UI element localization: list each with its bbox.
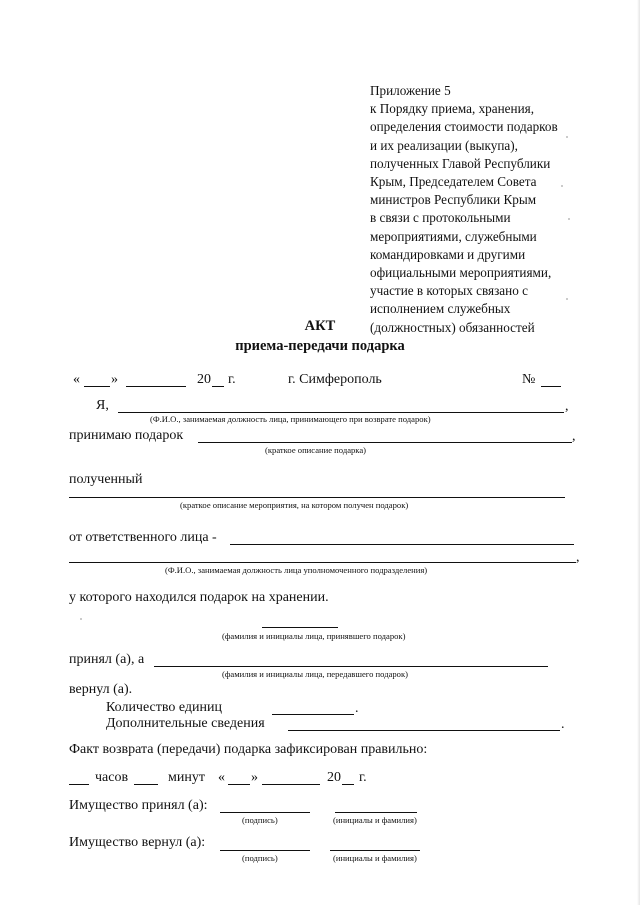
prop-accepted-label: Имущество принял (а):	[69, 798, 208, 813]
appendix-block	[370, 82, 558, 337]
comma: ,	[565, 399, 569, 414]
comma: ,	[576, 550, 580, 565]
returned-initials-blank	[330, 850, 420, 851]
period: .	[355, 701, 359, 716]
from-blank-1	[230, 544, 574, 545]
quantity-label: Количество единиц	[106, 700, 223, 715]
doc-title: АКТ	[304, 318, 336, 334]
returned-sign-blank	[220, 850, 310, 851]
initials-caption: (инициалы и фамилия)	[333, 815, 417, 825]
storage-blank	[262, 627, 338, 628]
period: .	[561, 717, 565, 732]
quote-open: «	[218, 770, 225, 785]
appendix-line: министров Республики Крым	[370, 192, 537, 208]
received-caption: (краткое описание мероприятия, на котором получен подарок)	[180, 500, 409, 510]
doc-subtitle: приема-передачи подарка	[235, 338, 405, 354]
i-label: Я,	[96, 398, 109, 413]
hours-blank	[69, 784, 89, 785]
month-blank	[126, 386, 186, 387]
city-name: г. Симферополь	[288, 372, 382, 387]
month-blank	[262, 784, 320, 785]
appendix-line: исполнением служебных	[370, 301, 511, 317]
appendix-line: полученных Главой Республики	[370, 155, 551, 171]
from-label: от ответственного лица -	[69, 530, 217, 545]
appendix-line: определения стоимости подарков	[370, 119, 558, 135]
accepted-blank	[154, 666, 548, 667]
extra-label: Дополнительные сведения	[106, 716, 265, 731]
quantity-blank	[272, 714, 354, 715]
received-label: полученный	[69, 472, 143, 487]
storage-caption: (фамилия и инициалы лица, принявшего подарок)	[222, 631, 406, 641]
comma: ,	[572, 429, 576, 444]
appendix-line: к Порядку приема, хранения,	[370, 101, 534, 117]
i-caption: (Ф.И.О., занимаемая должность лица, принимающего при возврате подарок)	[150, 414, 431, 424]
i-blank	[118, 412, 564, 413]
appendix-line: Крым, Председателем Совета	[370, 174, 537, 190]
appendix-line: мероприятиями, служебными	[370, 228, 537, 244]
quote-close: »	[251, 770, 258, 785]
appendix-line: (должностных) обязанностей	[370, 319, 535, 335]
appendix-line: официальными мероприятиями,	[370, 265, 552, 281]
scan-speck	[561, 185, 563, 187]
year-prefix: 20	[197, 372, 211, 387]
received-blank	[69, 497, 565, 498]
accept-caption: (краткое описание подарка)	[265, 445, 367, 455]
appendix-line: участие в которых связано с	[370, 283, 528, 299]
year-prefix: 20	[327, 770, 341, 785]
day-blank	[228, 784, 250, 785]
extra-blank	[288, 730, 560, 731]
fact-label: Факт возврата (передачи) подарка зафиксирован правильно:	[69, 742, 428, 757]
number-sign: №	[522, 372, 536, 387]
scan-speck	[566, 298, 568, 300]
day-blank	[84, 386, 110, 387]
accept-label: принимаю подарок	[69, 428, 184, 443]
number-blank	[541, 386, 561, 387]
appendix-line: командировками и другими	[370, 246, 526, 262]
scan-speck	[566, 136, 568, 138]
year-suffix: г.	[359, 770, 367, 785]
year-blank	[342, 784, 354, 785]
prop-returned-label: Имущество вернул (а):	[69, 835, 206, 850]
from-blank-2	[69, 562, 576, 563]
scan-speck	[80, 618, 82, 620]
minutes-blank	[134, 784, 158, 785]
sign-caption: (подпись)	[242, 853, 278, 863]
appendix-line: в связи с протокольными	[370, 210, 511, 226]
accept-blank	[198, 442, 572, 443]
initials-caption: (инициалы и фамилия)	[333, 853, 417, 863]
sign-caption: (подпись)	[242, 815, 278, 825]
accepted-caption: (фамилия и инициалы лица, передавшего подарок)	[222, 669, 409, 679]
accepted-initials-blank	[335, 812, 417, 813]
scan-speck	[568, 218, 570, 220]
accepted-label: принял (а), а	[69, 652, 145, 667]
storage-label: у которого находился подарок на хранении.	[69, 590, 329, 605]
appendix-line: Приложение 5	[370, 83, 451, 98]
minutes-label: минут	[168, 770, 205, 785]
year-suffix: г.	[228, 372, 236, 387]
hours-label: часов	[95, 770, 129, 785]
year-blank	[212, 386, 224, 387]
appendix-line: и их реализации (выкупа),	[370, 137, 518, 153]
accepted-sign-blank	[220, 812, 310, 813]
returned-label: вернул (а).	[69, 682, 133, 697]
from-caption: (Ф.И.О., занимаемая должность лица уполномоченного подразделения)	[165, 565, 428, 575]
quote-open: «	[73, 372, 80, 387]
quote-close: »	[111, 372, 118, 387]
